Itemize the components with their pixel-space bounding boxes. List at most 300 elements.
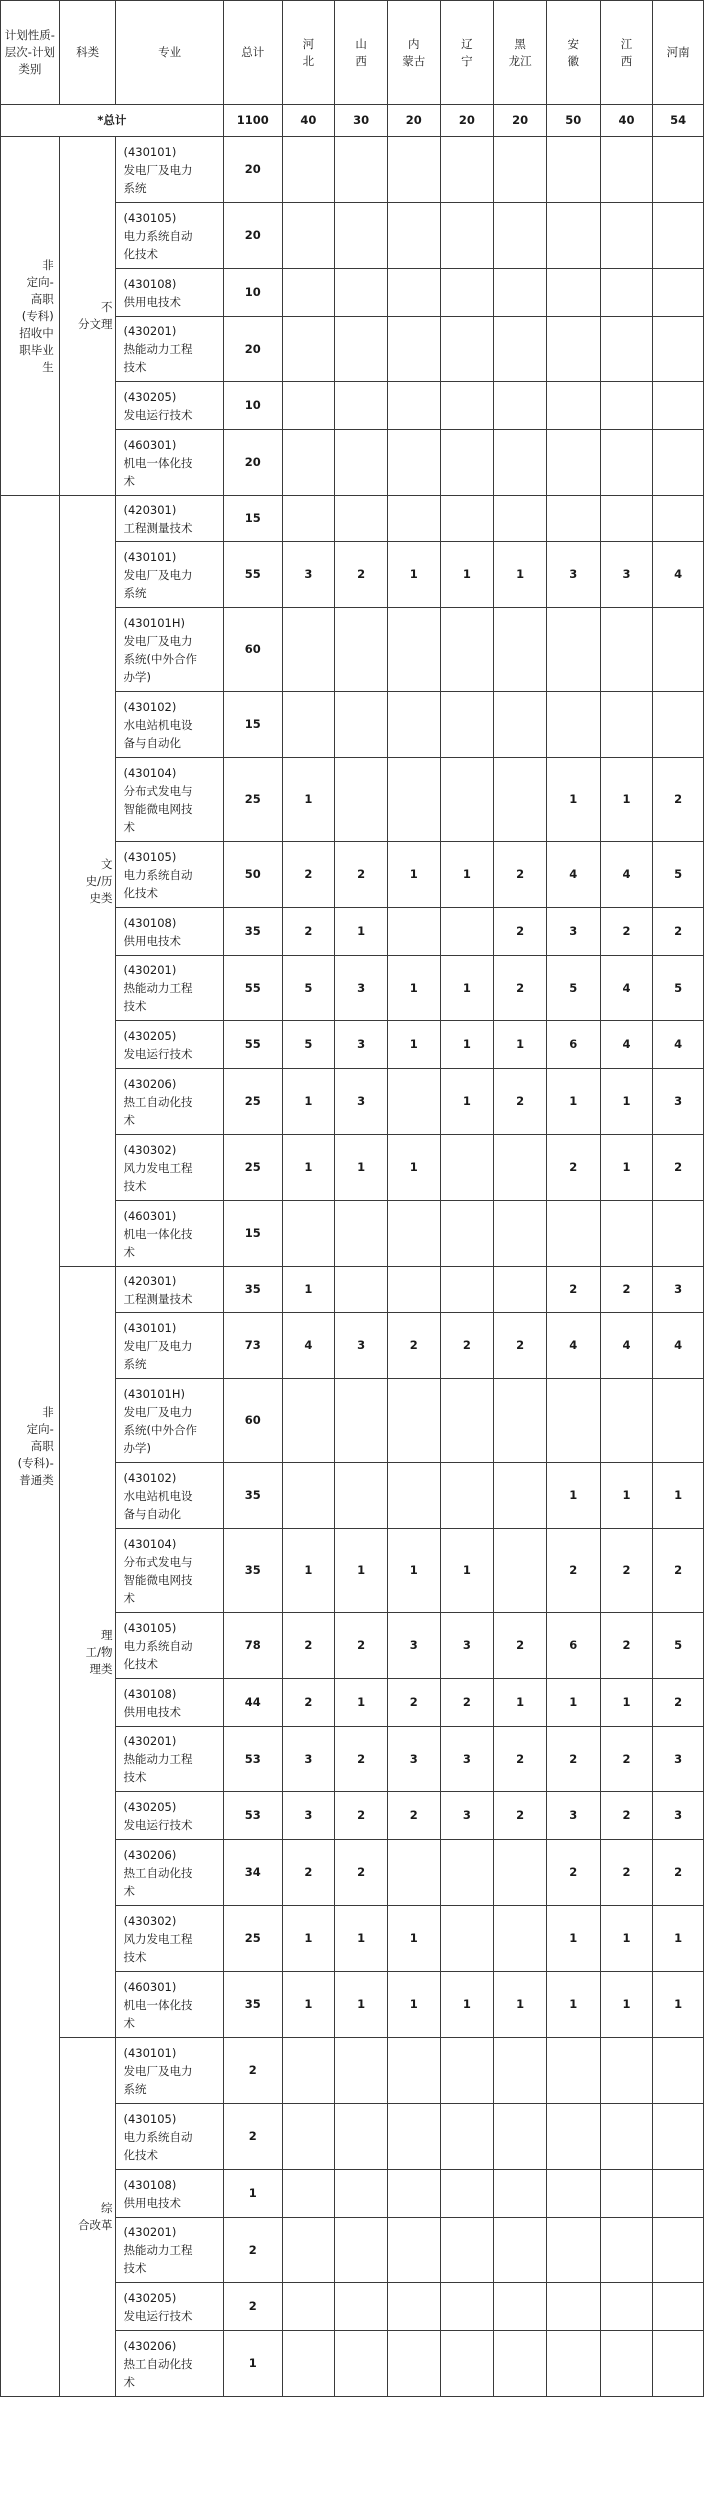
province-quota-cell — [653, 608, 704, 692]
province-quota-cell — [282, 1463, 335, 1529]
province-quota-cell: 2 — [653, 758, 704, 842]
province-quota-cell — [335, 203, 388, 269]
province-quota-cell: 1 — [494, 1972, 547, 2038]
province-quota-cell: 4 — [282, 1313, 335, 1379]
province-quota-cell — [494, 608, 547, 692]
province-quota-cell — [387, 2170, 440, 2218]
province-quota-cell: 1 — [653, 1972, 704, 2038]
header-subject: 科类 — [59, 1, 116, 105]
province-quota-cell: 2 — [546, 1267, 600, 1313]
province-quota-cell — [494, 758, 547, 842]
major-total-cell: 2 — [223, 2038, 282, 2104]
province-quota-cell — [387, 1201, 440, 1267]
province-quota-cell: 2 — [653, 1840, 704, 1906]
province-quota-cell — [600, 203, 653, 269]
province-quota-cell — [440, 382, 494, 430]
province-quota-cell — [653, 269, 704, 317]
province-quota-cell — [387, 1267, 440, 1313]
header-province: 江 西 — [600, 1, 653, 105]
province-quota-cell: 2 — [335, 1613, 388, 1679]
province-quota-cell: 4 — [600, 956, 653, 1021]
province-quota-cell: 1 — [653, 1463, 704, 1529]
province-quota-cell: 2 — [494, 1069, 547, 1135]
province-quota-cell: 3 — [653, 1069, 704, 1135]
province-quota-cell — [335, 2331, 388, 2397]
province-quota-cell: 4 — [653, 1021, 704, 1069]
province-quota-cell: 3 — [440, 1613, 494, 1679]
province-quota-cell — [387, 2038, 440, 2104]
province-quota-cell — [494, 430, 547, 496]
province-quota-cell: 2 — [387, 1792, 440, 1840]
province-quota-cell — [653, 382, 704, 430]
province-quota-cell: 2 — [282, 1840, 335, 1906]
major-total-cell: 25 — [223, 758, 282, 842]
province-quota-cell — [494, 496, 547, 542]
province-quota-cell: 1 — [282, 1906, 335, 1972]
province-quota-cell — [546, 137, 600, 203]
major-cell: (430205) 发电运行技术 — [116, 2283, 223, 2331]
province-quota-cell — [653, 496, 704, 542]
province-quota-cell — [600, 496, 653, 542]
province-quota-cell: 2 — [600, 908, 653, 956]
province-quota-cell: 3 — [653, 1792, 704, 1840]
province-quota-cell: 3 — [546, 908, 600, 956]
province-quota-cell — [387, 692, 440, 758]
major-cell: (430102) 水电站机电设 备与自动化 — [116, 1463, 223, 1529]
major-cell: (430302) 风力发电工程 技术 — [116, 1135, 223, 1201]
province-quota-cell — [387, 2331, 440, 2397]
major-total-cell: 55 — [223, 956, 282, 1021]
major-total-cell: 25 — [223, 1906, 282, 1972]
province-quota-cell — [600, 2283, 653, 2331]
province-quota-cell — [282, 1379, 335, 1463]
header-province: 黑 龙江 — [494, 1, 547, 105]
province-quota-cell — [282, 2104, 335, 2170]
province-quota-cell: 2 — [653, 1679, 704, 1727]
province-quota-cell — [494, 2104, 547, 2170]
province-quota-cell — [387, 317, 440, 382]
province-quota-cell — [335, 382, 388, 430]
province-quota-cell — [335, 758, 388, 842]
province-quota-cell: 2 — [653, 1135, 704, 1201]
province-quota-cell: 1 — [387, 542, 440, 608]
province-quota-cell: 3 — [335, 1069, 388, 1135]
province-quota-cell: 3 — [335, 956, 388, 1021]
province-quota-cell — [653, 317, 704, 382]
province-quota-cell — [440, 692, 494, 758]
province-quota-cell — [387, 496, 440, 542]
province-quota-cell — [494, 1201, 547, 1267]
province-quota-cell: 2 — [335, 842, 388, 908]
province-quota-cell: 1 — [387, 1021, 440, 1069]
province-quota-cell — [282, 2283, 335, 2331]
province-quota-cell — [387, 758, 440, 842]
major-total-cell: 1 — [223, 2331, 282, 2397]
major-total-cell: 1 — [223, 2170, 282, 2218]
major-cell: (420301) 工程测量技术 — [116, 1267, 223, 1313]
province-quota-cell — [440, 496, 494, 542]
major-cell: (430108) 供用电技术 — [116, 269, 223, 317]
province-quota-cell: 1 — [440, 1021, 494, 1069]
major-total-cell: 35 — [223, 1972, 282, 2038]
province-quota-cell — [600, 2218, 653, 2283]
major-total-cell: 15 — [223, 692, 282, 758]
major-cell: (460301) 机电一体化技 术 — [116, 1972, 223, 2038]
province-quota-cell — [282, 203, 335, 269]
province-quota-cell — [440, 1135, 494, 1201]
total-province-value: 20 — [440, 105, 494, 137]
province-quota-cell: 2 — [653, 908, 704, 956]
header-province: 山 西 — [335, 1, 388, 105]
province-quota-cell: 2 — [494, 1613, 547, 1679]
province-quota-cell — [546, 2218, 600, 2283]
province-quota-cell — [494, 1463, 547, 1529]
province-quota-cell — [494, 1529, 547, 1613]
province-quota-cell — [653, 430, 704, 496]
province-quota-cell — [494, 1267, 547, 1313]
major-total-cell: 78 — [223, 1613, 282, 1679]
province-quota-cell: 5 — [282, 956, 335, 1021]
province-quota-cell: 1 — [600, 1906, 653, 1972]
total-province-value: 20 — [494, 105, 547, 137]
province-quota-cell — [546, 692, 600, 758]
province-quota-cell — [335, 1463, 388, 1529]
total-province-value: 20 — [387, 105, 440, 137]
province-quota-cell: 3 — [282, 1727, 335, 1792]
province-quota-cell: 2 — [600, 1840, 653, 1906]
subject-cell: 理 工/物 理类 — [59, 1267, 116, 2038]
major-total-cell: 35 — [223, 1463, 282, 1529]
province-quota-cell — [387, 1379, 440, 1463]
major-cell: (430201) 热能动力工程 技术 — [116, 956, 223, 1021]
province-quota-cell: 2 — [600, 1727, 653, 1792]
province-quota-cell: 2 — [387, 1313, 440, 1379]
major-cell: (430205) 发电运行技术 — [116, 1021, 223, 1069]
major-cell: (430206) 热工自动化技 术 — [116, 1069, 223, 1135]
major-total-cell: 20 — [223, 317, 282, 382]
major-cell: (430105) 电力系统自动 化技术 — [116, 842, 223, 908]
province-quota-cell: 2 — [387, 1679, 440, 1727]
province-quota-cell: 1 — [440, 1069, 494, 1135]
province-quota-cell: 2 — [546, 1135, 600, 1201]
province-quota-cell: 1 — [282, 758, 335, 842]
province-quota-cell: 1 — [387, 1906, 440, 1972]
province-quota-cell: 2 — [494, 1727, 547, 1792]
province-quota-cell — [335, 2283, 388, 2331]
province-quota-cell — [653, 692, 704, 758]
major-cell: (430101) 发电厂及电力 系统 — [116, 137, 223, 203]
province-quota-cell — [282, 137, 335, 203]
province-quota-cell: 1 — [600, 1679, 653, 1727]
province-quota-cell — [600, 137, 653, 203]
province-quota-cell: 6 — [546, 1021, 600, 1069]
major-cell: (430102) 水电站机电设 备与自动化 — [116, 692, 223, 758]
province-quota-cell — [546, 203, 600, 269]
total-label: *总计 — [1, 105, 224, 137]
province-quota-cell — [440, 1267, 494, 1313]
province-quota-cell — [335, 1267, 388, 1313]
major-cell: (430101) 发电厂及电力 系统 — [116, 542, 223, 608]
province-quota-cell: 1 — [600, 1972, 653, 2038]
total-province-value: 40 — [600, 105, 653, 137]
major-cell: (430205) 发电运行技术 — [116, 382, 223, 430]
province-quota-cell — [282, 2038, 335, 2104]
province-quota-cell — [335, 430, 388, 496]
province-quota-cell: 5 — [546, 956, 600, 1021]
province-quota-cell: 3 — [440, 1792, 494, 1840]
header-major: 专业 — [116, 1, 223, 105]
province-quota-cell — [440, 908, 494, 956]
province-quota-cell: 1 — [546, 1069, 600, 1135]
province-quota-cell: 2 — [282, 1679, 335, 1727]
province-quota-cell: 3 — [335, 1021, 388, 1069]
province-quota-cell — [653, 2283, 704, 2331]
province-quota-cell — [335, 2218, 388, 2283]
province-quota-cell — [282, 496, 335, 542]
province-quota-cell — [440, 608, 494, 692]
major-cell: (430201) 热能动力工程 技术 — [116, 1727, 223, 1792]
province-quota-cell: 1 — [335, 1972, 388, 2038]
province-quota-cell: 1 — [282, 1529, 335, 1613]
province-quota-cell — [387, 608, 440, 692]
province-quota-cell — [387, 203, 440, 269]
province-quota-cell: 1 — [494, 1021, 547, 1069]
province-quota-cell: 1 — [440, 956, 494, 1021]
province-quota-cell — [335, 496, 388, 542]
province-quota-cell: 4 — [546, 842, 600, 908]
major-total-cell: 53 — [223, 1727, 282, 1792]
province-quota-cell: 4 — [600, 1313, 653, 1379]
province-quota-cell — [600, 2104, 653, 2170]
province-quota-cell: 5 — [653, 956, 704, 1021]
province-quota-cell: 1 — [387, 1135, 440, 1201]
province-quota-cell: 3 — [335, 1313, 388, 1379]
province-quota-cell: 1 — [600, 1069, 653, 1135]
province-quota-cell — [440, 317, 494, 382]
province-quota-cell — [335, 137, 388, 203]
province-quota-cell: 1 — [494, 1679, 547, 1727]
subject-cell: 综 合改革 — [59, 2038, 116, 2397]
province-quota-cell: 2 — [600, 1613, 653, 1679]
province-quota-cell: 2 — [440, 1679, 494, 1727]
header-province: 河 北 — [282, 1, 335, 105]
province-quota-cell: 2 — [335, 542, 388, 608]
table-row — [1, 137, 704, 203]
province-quota-cell: 3 — [387, 1727, 440, 1792]
province-quota-cell — [494, 1840, 547, 1906]
province-quota-cell — [494, 382, 547, 430]
province-quota-cell: 2 — [494, 908, 547, 956]
province-quota-cell — [494, 203, 547, 269]
major-total-cell: 20 — [223, 137, 282, 203]
province-quota-cell: 1 — [282, 1267, 335, 1313]
province-quota-cell: 2 — [653, 1529, 704, 1613]
province-quota-cell — [600, 2331, 653, 2397]
province-quota-cell: 1 — [546, 1679, 600, 1727]
major-cell: (430104) 分布式发电与 智能微电网技 术 — [116, 758, 223, 842]
province-quota-cell — [282, 1201, 335, 1267]
province-quota-cell — [387, 908, 440, 956]
province-quota-cell — [600, 692, 653, 758]
province-quota-cell — [600, 269, 653, 317]
major-cell: (430205) 发电运行技术 — [116, 1792, 223, 1840]
major-cell: (430105) 电力系统自动 化技术 — [116, 1613, 223, 1679]
province-quota-cell — [282, 269, 335, 317]
province-quota-cell — [600, 317, 653, 382]
province-quota-cell — [653, 137, 704, 203]
province-quota-cell: 1 — [387, 1972, 440, 2038]
header-plan-type: 计划性质-层次-计划类别 — [1, 1, 60, 105]
province-quota-cell: 1 — [494, 542, 547, 608]
total-province-value: 30 — [335, 105, 388, 137]
province-quota-cell: 4 — [600, 842, 653, 908]
province-quota-cell: 1 — [440, 542, 494, 608]
major-total-cell: 35 — [223, 1529, 282, 1613]
major-total-cell: 35 — [223, 908, 282, 956]
province-quota-cell — [546, 608, 600, 692]
province-quota-cell: 6 — [546, 1613, 600, 1679]
province-quota-cell — [440, 2104, 494, 2170]
province-quota-cell — [387, 1840, 440, 1906]
header-row — [1, 1, 704, 105]
major-cell: (430206) 热工自动化技 术 — [116, 2331, 223, 2397]
province-quota-cell: 1 — [335, 1679, 388, 1727]
province-quota-cell — [494, 269, 547, 317]
major-cell: (430105) 电力系统自动 化技术 — [116, 2104, 223, 2170]
province-quota-cell — [653, 2218, 704, 2283]
major-cell: (430108) 供用电技术 — [116, 908, 223, 956]
province-quota-cell — [282, 692, 335, 758]
province-quota-cell — [440, 1906, 494, 1972]
province-quota-cell — [600, 430, 653, 496]
province-quota-cell — [653, 1201, 704, 1267]
major-cell: (430101) 发电厂及电力 系统 — [116, 1313, 223, 1379]
province-quota-cell — [282, 2218, 335, 2283]
province-quota-cell: 3 — [653, 1267, 704, 1313]
province-quota-cell: 1 — [546, 1463, 600, 1529]
province-quota-cell: 1 — [440, 842, 494, 908]
province-quota-cell — [653, 2038, 704, 2104]
province-quota-cell: 2 — [494, 956, 547, 1021]
province-quota-cell: 1 — [282, 1972, 335, 2038]
plan-type-cell: 非 定向- 高职 (专科)- 普通类 — [1, 496, 60, 2397]
province-quota-cell — [387, 269, 440, 317]
province-quota-cell — [546, 2104, 600, 2170]
province-quota-cell: 5 — [653, 842, 704, 908]
province-quota-cell: 1 — [387, 956, 440, 1021]
province-quota-cell — [546, 496, 600, 542]
province-quota-cell: 1 — [546, 1906, 600, 1972]
province-quota-cell — [600, 2170, 653, 2218]
province-quota-cell — [494, 1135, 547, 1201]
major-cell: (430108) 供用电技术 — [116, 1679, 223, 1727]
province-quota-cell — [494, 317, 547, 382]
province-quota-cell: 2 — [546, 1727, 600, 1792]
province-quota-cell — [387, 2283, 440, 2331]
total-row — [1, 105, 704, 137]
major-total-cell: 44 — [223, 1679, 282, 1727]
major-total-cell: 10 — [223, 382, 282, 430]
province-quota-cell — [440, 203, 494, 269]
province-quota-cell — [653, 2104, 704, 2170]
table-body — [1, 137, 704, 2397]
province-quota-cell: 3 — [282, 542, 335, 608]
header-province: 河南 — [653, 1, 704, 105]
province-quota-cell: 1 — [335, 1906, 388, 1972]
province-quota-cell — [387, 2218, 440, 2283]
province-quota-cell — [600, 382, 653, 430]
province-quota-cell: 1 — [335, 908, 388, 956]
total-province-value: 50 — [546, 105, 600, 137]
province-quota-cell — [546, 430, 600, 496]
province-quota-cell — [387, 382, 440, 430]
province-quota-cell — [440, 269, 494, 317]
header-total: 总计 — [223, 1, 282, 105]
major-total-cell: 35 — [223, 1267, 282, 1313]
province-quota-cell — [282, 608, 335, 692]
province-quota-cell: 3 — [282, 1792, 335, 1840]
province-quota-cell: 2 — [494, 1313, 547, 1379]
major-cell: (430201) 热能动力工程 技术 — [116, 2218, 223, 2283]
province-quota-cell: 3 — [440, 1727, 494, 1792]
province-quota-cell: 2 — [335, 1792, 388, 1840]
province-quota-cell — [600, 1379, 653, 1463]
province-quota-cell — [440, 137, 494, 203]
province-quota-cell: 2 — [600, 1529, 653, 1613]
province-quota-cell — [494, 2283, 547, 2331]
province-quota-cell: 2 — [440, 1313, 494, 1379]
province-quota-cell — [440, 2218, 494, 2283]
province-quota-cell — [494, 2331, 547, 2397]
province-quota-cell — [440, 1840, 494, 1906]
province-quota-cell: 1 — [600, 1135, 653, 1201]
major-cell: (430104) 分布式发电与 智能微电网技 术 — [116, 1529, 223, 1613]
province-quota-cell: 5 — [282, 1021, 335, 1069]
subject-cell: 不 分文理 — [59, 137, 116, 496]
province-quota-cell: 1 — [387, 842, 440, 908]
province-quota-cell — [335, 2170, 388, 2218]
major-total-cell: 2 — [223, 2218, 282, 2283]
province-quota-cell — [387, 430, 440, 496]
province-quota-cell: 2 — [335, 1727, 388, 1792]
province-quota-cell — [335, 2038, 388, 2104]
province-quota-cell: 1 — [546, 758, 600, 842]
province-quota-cell: 3 — [546, 1792, 600, 1840]
province-quota-cell: 4 — [546, 1313, 600, 1379]
major-cell: (460301) 机电一体化技 术 — [116, 430, 223, 496]
table-row — [1, 2038, 704, 2104]
province-quota-cell: 2 — [282, 1613, 335, 1679]
province-quota-cell — [494, 137, 547, 203]
province-quota-cell: 1 — [653, 1906, 704, 1972]
province-quota-cell — [440, 2283, 494, 2331]
province-quota-cell — [387, 1069, 440, 1135]
major-cell: (430302) 风力发电工程 技术 — [116, 1906, 223, 1972]
province-quota-cell — [494, 2170, 547, 2218]
province-quota-cell — [546, 2331, 600, 2397]
major-cell: (430108) 供用电技术 — [116, 2170, 223, 2218]
province-quota-cell: 1 — [335, 1135, 388, 1201]
province-quota-cell: 1 — [387, 1529, 440, 1613]
subject-cell: 文 史/历 史类 — [59, 496, 116, 1267]
province-quota-cell: 1 — [440, 1529, 494, 1613]
province-quota-cell: 3 — [387, 1613, 440, 1679]
province-quota-cell — [335, 1201, 388, 1267]
province-quota-cell — [653, 2170, 704, 2218]
province-quota-cell: 1 — [546, 1972, 600, 2038]
province-quota-cell — [440, 430, 494, 496]
province-quota-cell: 1 — [600, 758, 653, 842]
